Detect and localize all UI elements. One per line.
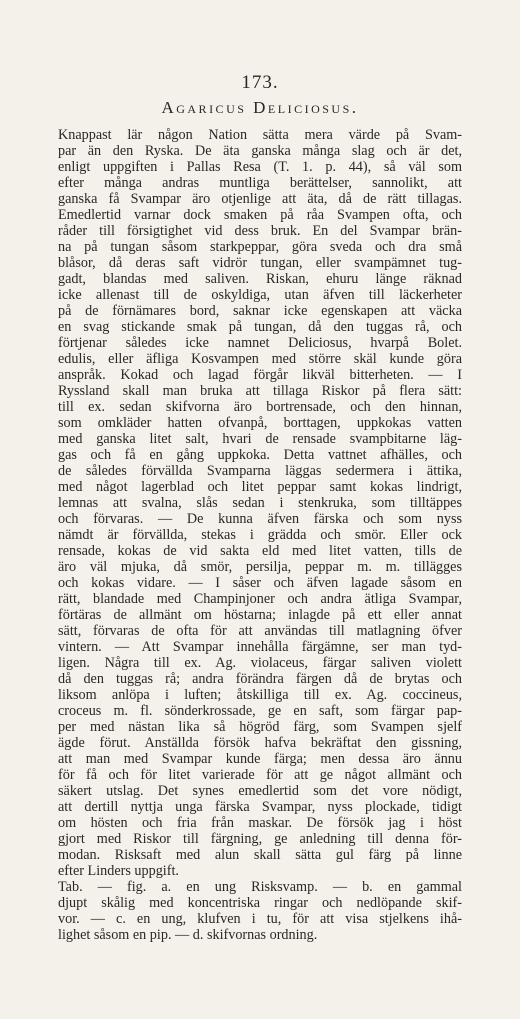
text-line: gas och få en gång uppkoka. Detta vattnet afhälles, och [58,447,462,463]
text-line: för få och för litet varierade för att ge något allmänt och [58,767,462,783]
text-line: efter många andras muntliga berättelser, sannolikt, att [58,175,462,191]
text-line: djupt skålig med koncentriska ringar och nedlöpande skif- [58,895,462,911]
text-line: gadt, blandas med saliven. Riskan, ehuru länge räknad [58,271,462,287]
text-line: na på tungan såsom starkpeppar, göra sveda och dra små [58,239,462,255]
text-line: rensade, kokas de vid sakta eld med litet vatten, tills de [58,543,462,559]
text-line: efter Linders uppgift. [58,863,179,879]
text-line: Tab. — fig. a. en ung Risksvamp. — b. en gammal [58,879,462,895]
text-line: vintern. — Att Svampar innehålla färgämne, ser man tyd- [58,639,462,655]
text-line: Knappast lär någon Nation sätta mera värde på Svam- [58,127,462,143]
text-line: ligen. Några till ex. Ag. violaceus, färgar saliven violett [58,655,462,671]
text-line: vor. — c. en ung, klufven i tu, för att visa stjelkens ihå- [58,911,462,927]
section-heading: Agaricus Deliciosus. [161,98,359,117]
text-line: äro väl mjuka, då smör, persilja, peppar m. m. tillägges [58,559,462,575]
text-line: på de förnämares bord, saknar icke egenskapen att väcka [58,303,462,319]
text-line: en svag stickande smak på tungan, då den tuggas rå, och [58,319,462,335]
text-line: som omkläder hatten ofvanpå, borttagen, uppkokas vatten [58,415,462,431]
text-line: förtjenar således icke namnet Deliciosus, hvarpå Bolet. [58,335,462,351]
text-line: rätt, blandade med Champinjoner och andra ätliga Svampar, [58,591,462,607]
text-line: råder till försigtighet vid dess bruk. En del Svampar brän- [58,223,462,239]
text-line: säkert utslag. Det synes emedlertid som det vore nödigt, [58,783,462,799]
page-number: 173. [241,72,279,93]
text-line: edulis, eller äfliga Kosvampen med större skäl kunde göra [58,351,462,367]
text-line: enligt uppgiften i Pallas Resa (T. 1. p. 44), så väl som [58,159,462,175]
text-line: om hösten och fria från maskar. De försök jag i höst [58,815,462,831]
text-line: och förvaras. — De kunna äfven färska och som nyss [58,511,462,527]
text-line: icke allenast till de oskyldiga, utan äfven till läckerheter [58,287,462,303]
text-line: gjort med Riskor till färgning, ge anledning till denna för- [58,831,462,847]
text-line: till ex. sedan skifvorna äro bortrensade, och den hinnan, [58,399,462,415]
text-line: modan. Risksaft med alun skall sätta gul färg på linne [58,847,462,863]
text-line: blåsor, då deras saft vidrör tungan, eller svampämnet tug- [58,255,462,271]
text-line: lemnas att svalna, slås sedan i stenkruka, som tilltäppes [58,495,462,511]
text-line: med något lagerblad och litet peppar samt kokas lindrigt, [58,479,462,495]
body-text [58,127,462,943]
text-line: att man med Svampar kunde färga; men dessa äro ännu [58,751,462,767]
text-line: och kokas vidare. — I såser och äfven lagade såsom en [58,575,462,591]
text-line: ägde förut. Anställda försök hafva bekräftat den gissning, [58,735,462,751]
text-line: Ryssland skall man bruka att tillaga Riskor på flera sätt: [58,383,462,399]
text-line: sätt, förvaras de ofta för att användas till matlagning öfver [58,623,462,639]
text-line: ganska få Svampar äro otjenlige att äta, då de rätt tillagas. [58,191,462,207]
text-line: anspråk. Kokad och lagad förgår likväl bitterheten. — I [58,367,462,383]
text-line: med ganska litet salt, hvari de rensade svampbitarne läg- [58,431,462,447]
text-line: förtäras de allmänt om höstarna; inlagde på ett eller annat [58,607,462,623]
text-line: par än den Ryska. De äta ganska många slag och är det, [58,143,462,159]
text-line: de således förvällda Svamparna läggas sedermera i ättika, [58,463,462,479]
text-line: nämdt är förvällda, stekas i grädda och smör. Eller ock [58,527,462,543]
text-line: croceus m. fl. sönderkrossade, ge en saft, som färgar pap- [58,703,462,719]
text-line: att dertill nyttja unga färska Svampar, nyss plockade, tidigt [58,799,462,815]
text-line: Emedlertid varnar dock smaken på råa Svampen ofta, och [58,207,462,223]
text-line: lighet såsom en pip. — d. skifvornas ordning. [58,927,318,943]
text-line: då den tuggas rå; andra förändra färgen då de brytas och [58,671,462,687]
text-line: liksom anlöpa i luften; åtskilliga till ex. Ag. coccineus, [58,687,462,703]
text-line: per med nästan lika så högröd färg, som Svampen sjelf [58,719,462,735]
